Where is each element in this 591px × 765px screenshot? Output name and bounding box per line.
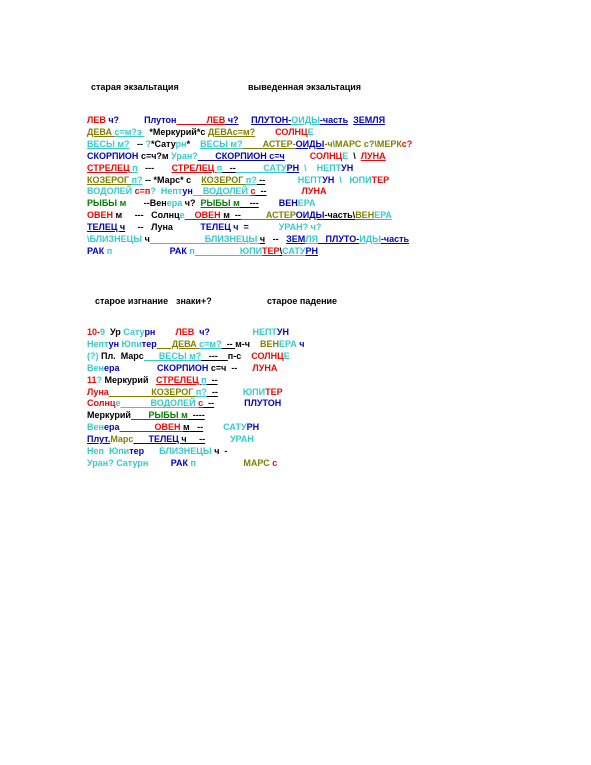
exaltation-text: м? [230, 138, 243, 149]
exaltation-text: с=м? [114, 126, 137, 137]
exile-fall-text: ера [103, 422, 120, 433]
exile-fall-text: ч [296, 338, 305, 349]
exile-fall-text: ТЕР [265, 386, 283, 397]
exaltation-text: ЛУНА [266, 186, 327, 197]
exaltation-text: РН [286, 162, 300, 173]
exaltation-text: АСТЕР [240, 210, 296, 221]
exaltation-text: с=п [134, 186, 151, 197]
exaltation-text: ВОДОЛЕЙ [192, 186, 251, 197]
exile-fall-text: -- [226, 362, 238, 373]
exaltation-text: -часть [319, 115, 349, 125]
exile-fall-text: 11 [87, 374, 97, 385]
exaltation-text: -часть [380, 234, 410, 244]
exile-fall-text: с=ч [210, 362, 227, 373]
exaltation-text: ч [144, 234, 150, 244]
exile-fall-text: м [182, 422, 190, 433]
exaltation-text: ДЕВА [87, 126, 115, 137]
exile-fall-text: -- [206, 386, 218, 397]
exaltation-text: СОЛНЦ [255, 126, 308, 137]
exaltation-text: СТРЕЛЕЦ [87, 162, 133, 173]
heading-derived-exaltation: выведенная экзальтация [248, 82, 362, 92]
exile-fall-text: РН [246, 422, 260, 433]
exile-fall-text: ч [181, 434, 187, 445]
exaltation-text: РАК [87, 245, 107, 256]
exaltation-text: ТЕЛЕЦ ч = [172, 222, 249, 233]
exile-fall-text: -- [221, 338, 236, 349]
exile-fall-row [87, 386, 283, 398]
exile-fall-text: ОВЕН [119, 422, 183, 433]
exile-fall-text: Непт [87, 338, 109, 349]
exile-fall-text: п [190, 457, 196, 468]
exile-fall-text: 9 [100, 327, 106, 337]
exile-fall-text: ч? [194, 327, 210, 337]
exaltation-text: ? Непт [150, 186, 183, 197]
heading-signs: знаки+? [176, 296, 212, 306]
exaltation-row [87, 174, 389, 186]
exaltation-text: -- [256, 174, 266, 185]
exaltation-text: КОЗЕРОГ [201, 174, 246, 185]
heading-old-exile: старое изгнание [95, 296, 169, 306]
exaltation-text: -- [255, 186, 267, 197]
exile-fall-row [87, 326, 289, 338]
exaltation-text: ТЕЛЕЦ [87, 222, 120, 233]
exaltation-text: м [119, 198, 127, 209]
exile-fall-text: НЕПТ [209, 327, 277, 337]
exile-fall-row [87, 350, 290, 362]
exile-fall-text: ВЕСЫ [143, 350, 190, 361]
exaltation-row [87, 138, 412, 150]
exile-fall-text: - [219, 446, 228, 456]
exile-fall-row [87, 397, 281, 409]
exile-fall-text: Луна [87, 386, 109, 397]
exaltation-text: рн [175, 138, 187, 149]
exile-fall-text: ПЛУТОН [214, 398, 282, 409]
exaltation-text: м [233, 198, 240, 209]
exaltation-text: ВЕН [258, 198, 298, 209]
exaltation-text: с=м? [232, 126, 256, 137]
exaltation-row [87, 209, 392, 221]
exile-fall-text: ч [214, 446, 220, 456]
exaltation-text: м -- [223, 210, 241, 221]
exile-fall-text: --- [201, 350, 228, 361]
exile-fall-text: Сату [123, 327, 145, 337]
exile-fall-text: п-с [227, 350, 252, 361]
exaltation-text: БЛИЗНЕЦЫ [149, 234, 260, 244]
exaltation-text: -- *Марс* с [142, 174, 202, 185]
exaltation-text: *Сату [150, 138, 176, 149]
exaltation-text: п [106, 245, 113, 256]
exile-fall-text: Вен [87, 422, 104, 433]
exaltation-row [87, 197, 316, 209]
exaltation-text: РН [305, 245, 319, 256]
exaltation-text: Е [342, 150, 349, 161]
exaltation-text: ЛЕВ [87, 115, 106, 125]
exaltation-text: с? [401, 138, 413, 149]
exile-fall-text: Марс [110, 434, 134, 445]
exaltation-row [87, 150, 386, 162]
exaltation-text: ЛЕВ [176, 115, 226, 125]
exile-fall-text: Вен [87, 362, 104, 373]
exaltation-text: ч? [182, 198, 201, 209]
exaltation-text: с [250, 186, 256, 197]
exile-fall-text: (?) [87, 350, 101, 361]
exile-fall-text: СКОРПИОН [119, 362, 211, 373]
exaltation-text: САТУ [235, 162, 287, 173]
exaltation-text: НЕПТ [265, 174, 323, 185]
exaltation-text: ЛУНА [360, 150, 386, 161]
exaltation-text: Плутон [119, 115, 177, 125]
exaltation-text: ЛЯ [305, 234, 319, 244]
exaltation-text: \ [348, 150, 361, 161]
exile-fall-text: Ур [105, 327, 124, 337]
exile-fall-text: Плут. [87, 434, 111, 445]
heading-old-fall: старое падение [267, 296, 338, 306]
exile-fall-text: с [272, 457, 278, 468]
exaltation-text: \ [279, 245, 283, 256]
exile-fall-text: Неп Юпи [87, 446, 130, 456]
exaltation-text: ТЕР [262, 245, 280, 256]
exaltation-text: ИДЫ [359, 234, 381, 244]
exaltation-text: ОВЕН [184, 210, 224, 221]
exile-fall-text: ДЕВА [156, 338, 200, 349]
exaltation-text: -- [222, 162, 236, 173]
exile-fall-row [87, 457, 277, 469]
exaltation-text: ун [182, 186, 193, 197]
exile-fall-text: е [115, 398, 121, 409]
exile-fall-text: м-ч [235, 338, 260, 349]
exaltation-row [87, 126, 314, 138]
exaltation-text: \ НЕПТ [299, 162, 342, 173]
exaltation-text: п [132, 162, 138, 173]
exile-fall-text: п? [195, 386, 207, 397]
exaltation-text: \БЛИЗНЕЦЫ [87, 234, 145, 244]
exaltation-text: КОЗЕРОГ [87, 174, 132, 185]
exaltation-text: п? [131, 174, 143, 185]
exile-fall-row [87, 433, 254, 445]
exile-fall-text: Юпи [121, 338, 142, 349]
exile-fall-text: РЫБЫ [130, 410, 182, 421]
exile-fall-text: Солнц [87, 398, 116, 409]
exile-fall-text: рн [144, 327, 156, 337]
exile-fall-text: 10- [87, 327, 101, 337]
exaltation-text: ЕРА [297, 198, 316, 209]
exaltation-text: ч? [225, 115, 239, 125]
exaltation-text: РЫБЫ [200, 198, 234, 209]
exaltation-text: ЕРА [374, 210, 392, 221]
exaltation-text: \ ЮПИ [334, 174, 372, 185]
exaltation-text: ВОДОЛЕЙ [87, 186, 135, 197]
exaltation-text: ОВЕН [87, 210, 116, 221]
exaltation-text: *Меркурий* [144, 126, 201, 137]
exaltation-text: --- Солнц [122, 210, 180, 221]
exile-fall-text: с=м? [199, 338, 222, 349]
exaltation-text: УН [341, 162, 354, 173]
exile-fall-text: ЛУНА [237, 362, 278, 373]
exaltation-text: п? [245, 174, 257, 185]
exile-fall-text: ? [96, 374, 103, 385]
exaltation-text: п [216, 162, 223, 173]
exaltation-text: с [200, 126, 208, 137]
exile-fall-text: УН [276, 327, 290, 337]
exile-fall-row [87, 374, 218, 386]
exaltation-text: ТЕР [371, 174, 390, 185]
exile-fall-text: -- [203, 398, 215, 409]
exaltation-text: СТРЕЛЕЦ [171, 162, 217, 173]
exaltation-text: ч [259, 234, 266, 244]
exaltation-text: --- [239, 198, 259, 209]
exaltation-text: м? [117, 138, 130, 149]
exaltation-row [87, 221, 321, 233]
exaltation-text: ВЕСЫ [87, 138, 118, 149]
exile-fall-row [87, 421, 259, 433]
exile-fall-text: САТУ [203, 422, 247, 433]
heading-old-exaltation: старая экзальтация [91, 82, 179, 92]
exile-fall-text: Меркурий [87, 410, 131, 421]
exile-fall-text: КОЗЕРОГ [108, 386, 196, 397]
exaltation-text: ЮПИ [194, 245, 263, 256]
exile-fall-text: -- [206, 374, 218, 385]
exaltation-row [87, 162, 353, 174]
exile-fall-text: Пл. Марс [101, 350, 144, 361]
exaltation-text: ВЕСЫ [200, 138, 231, 149]
exaltation-text: АСТЕР- [242, 138, 296, 149]
exaltation-row [87, 245, 318, 257]
exile-fall-text: тер [129, 446, 145, 456]
exile-fall-text: ---- [187, 410, 205, 421]
exile-fall-text: ера [103, 362, 120, 373]
exile-fall-text: ЕРА [279, 338, 297, 349]
exile-fall-text: БЛИЗНЕЦЫ [144, 446, 215, 456]
exile-fall-text: п [201, 374, 207, 385]
exile-fall-text: ВЕН [259, 338, 279, 349]
exaltation-row [87, 114, 385, 126]
exile-fall-text: -- [189, 422, 204, 433]
exile-fall-text: м? [189, 350, 202, 361]
exaltation-text: ОИДЫ [295, 210, 325, 221]
exile-fall-row [87, 445, 227, 457]
exaltation-text: -часть\ [324, 210, 356, 221]
exaltation-text: -- [129, 138, 146, 149]
exaltation-text: --Вен [126, 198, 167, 209]
exaltation-text: СКОРПИОН с=ч [197, 150, 285, 161]
exile-fall-text: СОЛНЦ [251, 350, 284, 361]
exaltation-text: ЗЕМ [286, 234, 306, 244]
exaltation-text: ВЕН [355, 210, 375, 221]
exaltation-text: ч [119, 222, 126, 233]
exile-fall-row [87, 362, 277, 374]
exaltation-text: РАК [112, 245, 190, 256]
exaltation-text: е [179, 210, 185, 221]
exaltation-text: ДЕВА [207, 126, 233, 137]
exaltation-text: САТУ [282, 245, 306, 256]
exaltation-text: ? [145, 138, 151, 149]
exile-fall-text: ЛЕВ [155, 327, 195, 337]
exile-fall-text: ЮПИ [217, 386, 266, 397]
exaltation-text: ОИДЫ [291, 115, 320, 125]
exaltation-text: Е [307, 126, 314, 137]
exile-fall-text: МАРС [195, 457, 273, 468]
exile-fall-text: ВОДОЛЕЙ [120, 398, 199, 409]
exaltation-text: п [189, 245, 195, 256]
exaltation-text: УН [322, 174, 335, 185]
exile-fall-text: -- [186, 434, 206, 445]
exile-fall-text: УРАН [205, 434, 254, 445]
exaltation-text: СКОРПИОН [87, 150, 141, 161]
exile-fall-text: ун [108, 338, 122, 349]
exaltation-text: -- Луна [125, 222, 173, 233]
exile-fall-text: СТРЕЛЕЦ [155, 374, 202, 385]
exile-fall-text: м [181, 410, 188, 421]
exaltation-text: ч? [105, 115, 120, 125]
exile-fall-text: Меркурий [102, 374, 156, 385]
exaltation-text: э [136, 126, 145, 137]
exaltation-text: с=ч?м [140, 150, 172, 161]
exaltation-text: Уран? [171, 150, 198, 161]
exaltation-text: ера [166, 198, 183, 209]
exile-fall-text: ТЕЛЕЦ [133, 434, 182, 445]
exaltation-text: СОЛНЦ [284, 150, 343, 161]
exaltation-row [87, 185, 326, 197]
exaltation-text: ПЛУТОН- [251, 115, 292, 125]
exile-fall-text: Е [283, 350, 290, 361]
exaltation-text: РЫБЫ [87, 198, 120, 209]
exaltation-text: -- [265, 234, 287, 244]
exaltation-text: УРАН? ч? [248, 222, 322, 233]
exaltation-text: --- [137, 162, 172, 173]
exaltation-text: ПЛУТО- [318, 234, 360, 244]
exile-fall-row [87, 338, 304, 350]
exaltation-text [239, 115, 252, 125]
exile-fall-text: тер [141, 338, 157, 349]
exile-fall-text: с [198, 398, 204, 409]
exaltation-text: * [186, 138, 201, 149]
exaltation-text: -ч\МАРС с?\МЕРК [324, 138, 402, 149]
exile-fall-text: Уран? Сатурн [87, 457, 149, 468]
exile-fall-text: РАК [148, 457, 191, 468]
exaltation-row [87, 233, 409, 245]
exile-fall-row [87, 409, 205, 421]
exaltation-text: м [115, 210, 123, 221]
exaltation-text: ОИДЫ [295, 138, 325, 149]
exaltation-text: ЗЕМЛЯ [353, 115, 386, 125]
